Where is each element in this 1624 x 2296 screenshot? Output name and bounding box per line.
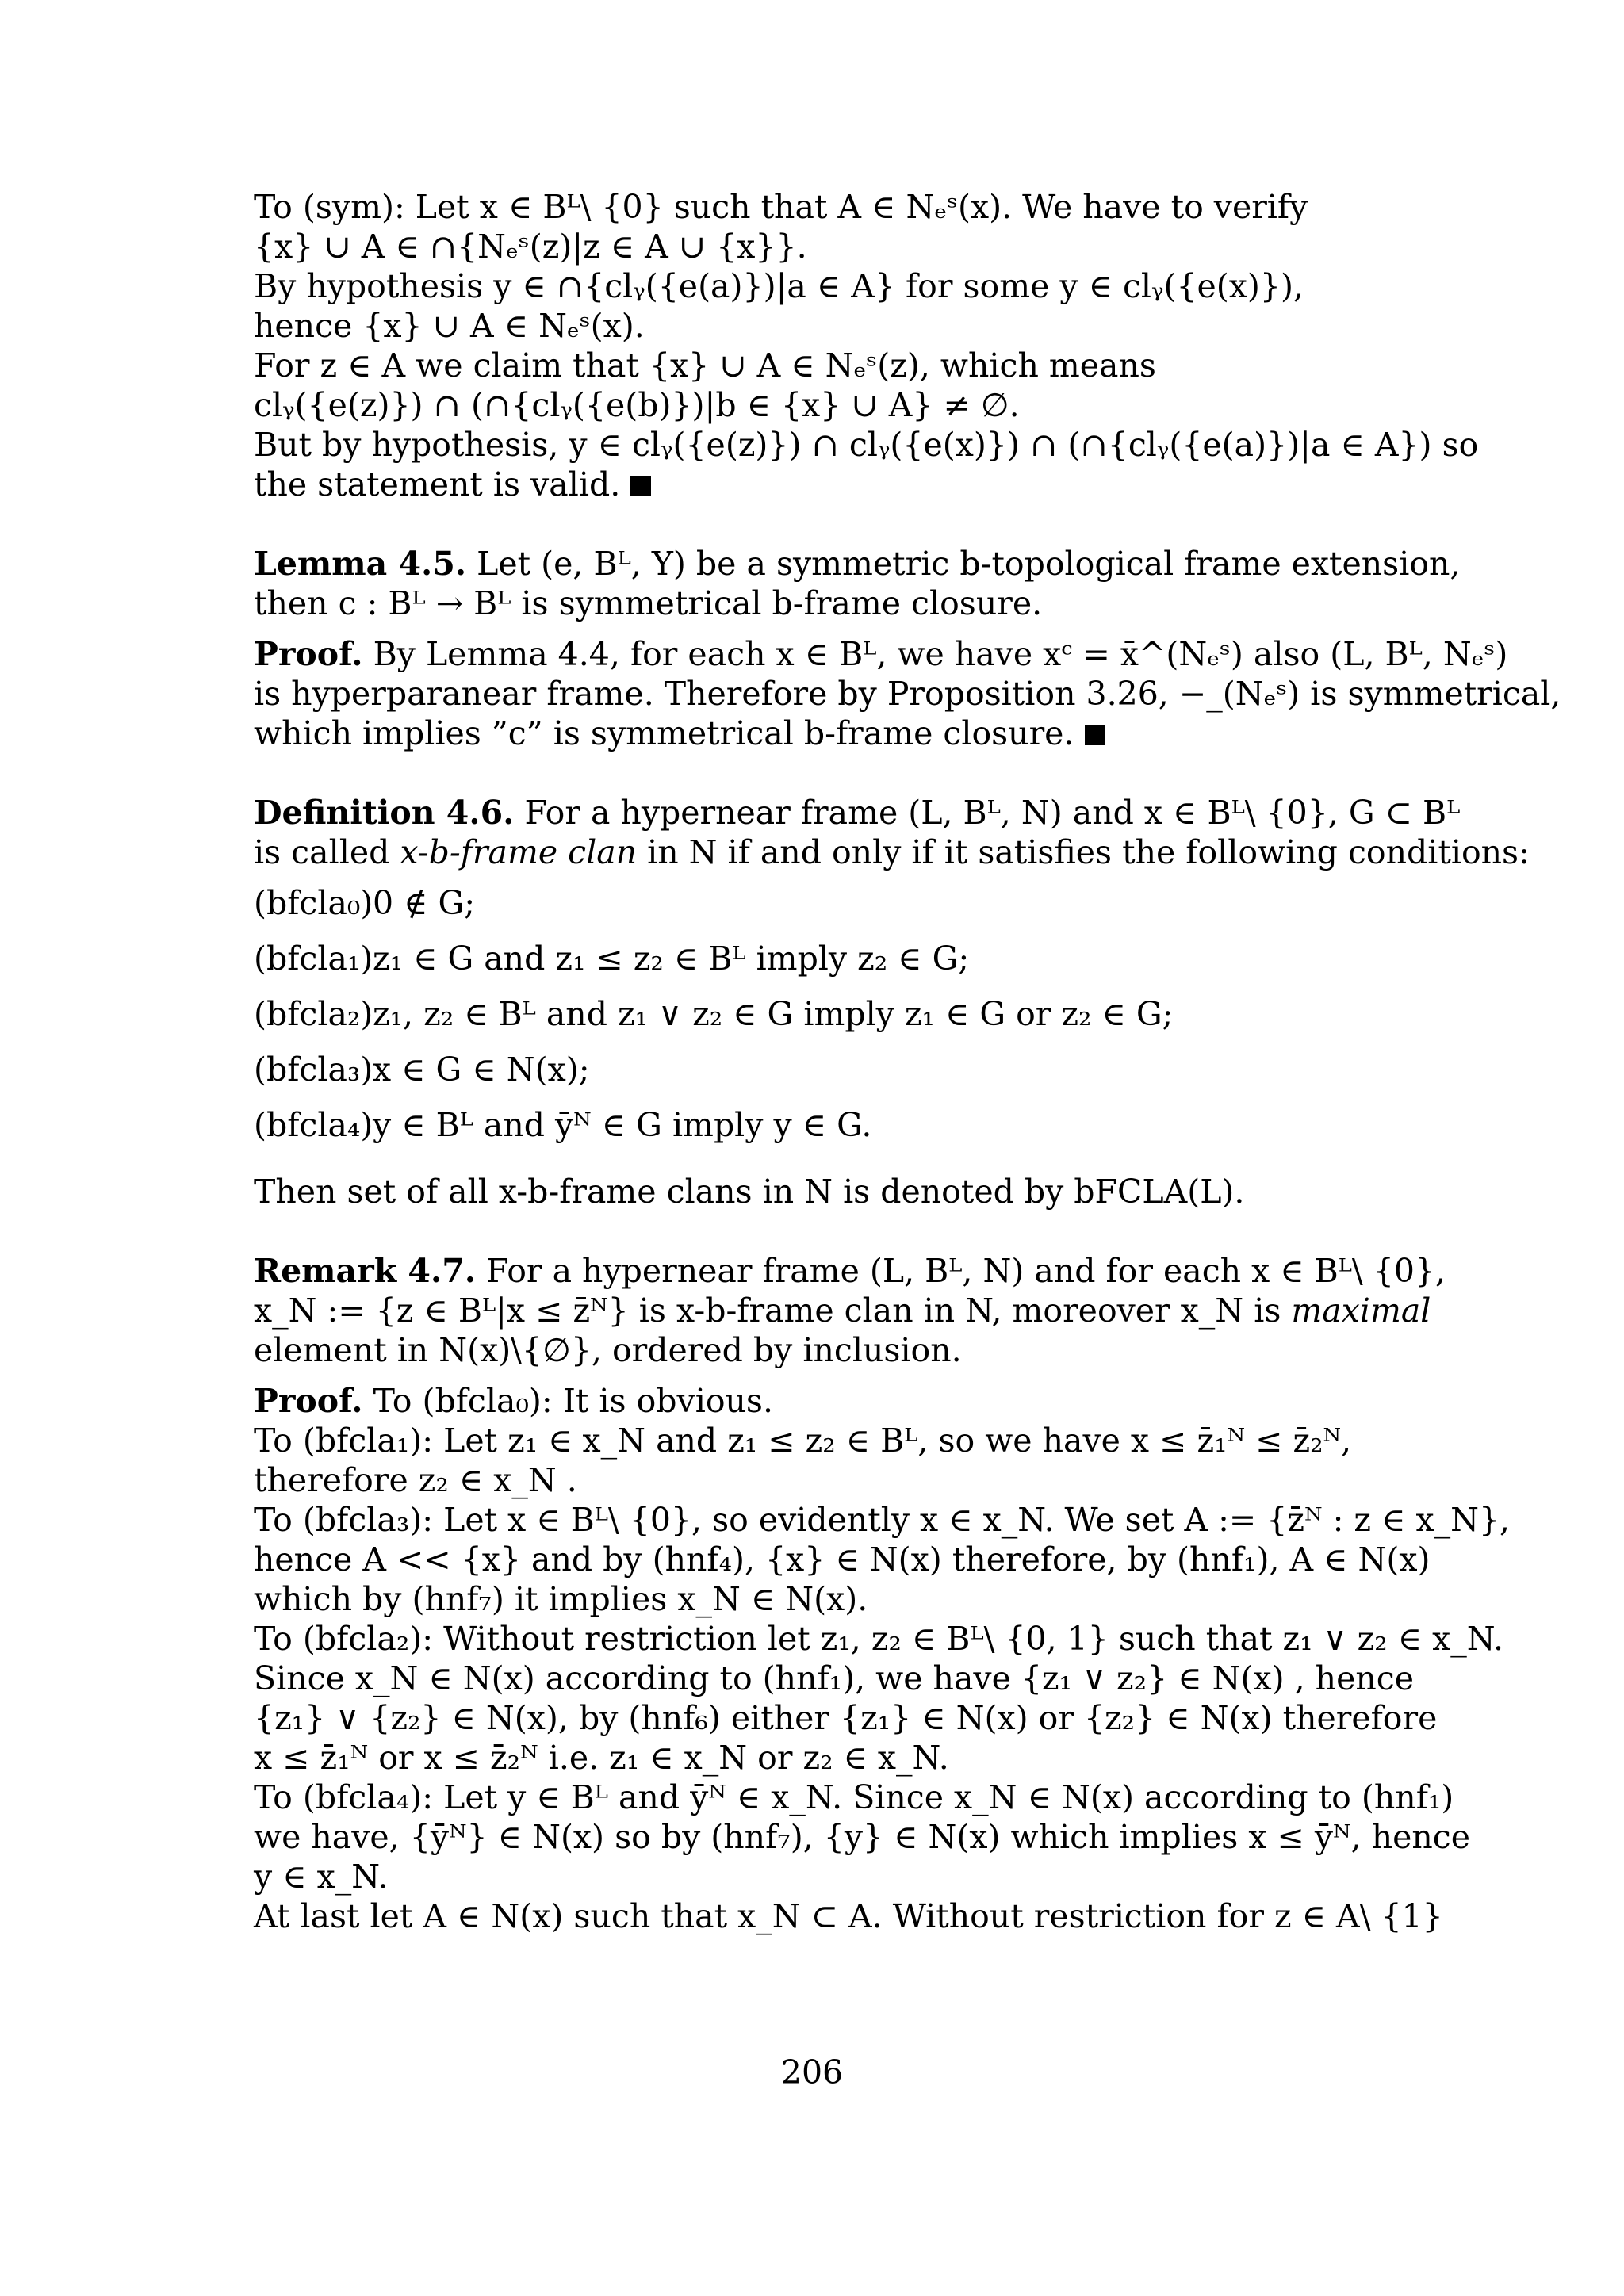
proof-text: To (bfcla₀): It is obvious.: [373, 1382, 773, 1420]
lemma-line: [254, 544, 1461, 584]
condition-text: z₁, z₂ ∈ Bᴸ and z₁ ∨ z₂ ∈ G imply z₁ ∈ G or z₂ ∈ G;: [373, 995, 1174, 1033]
proof-line: we have, {ȳᴺ} ∈ N(x) so by (hnf₇), {y} ∈ N(x) which implies x ≤ ȳᴺ, hence: [254, 1818, 1470, 1856]
proof-line: x ≤ z̄₁ᴺ or x ≤ z̄₂ᴺ i.e. z₁ ∈ x_N or z₂ ∈ x_N.: [254, 1739, 949, 1777]
proof-text: By Lemma 4.4, for each x ∈ Bᴸ, we have xᶜ = x̄^(Nₑˢ) also (L, Bᴸ, Nₑˢ): [373, 635, 1508, 673]
definition-line: [254, 793, 1461, 832]
page-number: 206: [780, 2053, 844, 2091]
defined-term: x-b-frame clan: [400, 833, 638, 871]
text-line: clᵧ({e(z)}) ∩ (∩{clᵧ({e(b)})|b ∈ {x} ∪ A} ≠ ∅.: [254, 386, 1020, 424]
proof-line: To (bfcla₂): Without restriction let z₁, z₂ ∈ Bᴸ\ {0, 1} such that z₁ ∨ z₂ ∈ x_N.: [254, 1620, 1504, 1658]
lemma-proof: [254, 634, 1561, 753]
condition-tag: (bfcla₀): [254, 884, 373, 922]
proof-line: therefore z₂ ∈ x_N .: [254, 1461, 577, 1499]
lemma-line: then c : Bᴸ → Bᴸ is symmetrical b-frame closure.: [254, 584, 1043, 622]
lemma-heading: Lemma 4.5.: [254, 545, 467, 583]
proof-line: [254, 634, 1508, 674]
condition-tag: (bfcla₁): [254, 939, 373, 978]
condition-tag: (bfcla₃): [254, 1050, 373, 1089]
definition-heading: Definition 4.6.: [254, 794, 515, 832]
text-line-last: [254, 465, 1339, 504]
condition-text: x ∈ G ∈ N(x);: [373, 1050, 590, 1089]
definition-4-6: [254, 793, 1530, 1211]
text-fragment: is called: [254, 833, 400, 871]
proof-line: {z₁} ∨ {z₂} ∈ N(x), by (hnf₆) either {z₁} ∈ N(x) or {z₂} ∈ N(x) therefore: [254, 1699, 1438, 1737]
proof-line: y ∈ x_N.: [254, 1858, 389, 1896]
qed-square-icon: [1085, 725, 1105, 745]
condition-bfcla2: [254, 994, 1339, 1034]
proof-line: [254, 1381, 1339, 1421]
text-fragment: in N if and only if it satisfies the following conditions:: [637, 833, 1530, 871]
condition-text: y ∈ Bᴸ and ȳᴺ ∈ G imply y ∈ G.: [373, 1106, 872, 1144]
remark-line: element in N(x)\{∅}, ordered by inclusion.: [254, 1331, 962, 1369]
text-line: By hypothesis y ∈ ∩{clᵧ({e(a)})|a ∈ A} for some y ∈ clᵧ({e(x)}),: [254, 267, 1304, 305]
proof-line: To (bfcla₁): Let z₁ ∈ x_N and z₁ ≤ z₂ ∈ Bᴸ, so we have x ≤ z̄₁ᴺ ≤ z̄₂ᴺ,: [254, 1422, 1352, 1460]
condition-bfcla3: [254, 1050, 1339, 1089]
remark-proof: [254, 1381, 1511, 1936]
proof-line: To (bfcla₃): Let x ∈ Bᴸ\ {0}, so evidently x ∈ x_N. We set A := {z̄ᴺ : z ∈ x_N},: [254, 1501, 1511, 1539]
remark-4-7: [254, 1251, 1446, 1370]
proof-line: To (bfcla₄): Let y ∈ Bᴸ and ȳᴺ ∈ x_N. Since x_N ∈ N(x) according to (hnf₁): [254, 1778, 1454, 1816]
text-fragment: which implies ”c” is symmetrical b-frame closure.: [254, 714, 1074, 752]
sym-proof-block: [254, 187, 1479, 504]
lemma-text: Let (e, Bᴸ, Y) be a symmetric b-topological frame extension,: [477, 545, 1461, 583]
remark-line: [254, 1291, 1431, 1330]
text-fragment: the statement is valid.: [254, 465, 621, 503]
proof-line: At last let A ∈ N(x) such that x_N ⊂ A. Without restriction for z ∈ A\ {1}: [254, 1897, 1443, 1935]
page-body: [254, 187, 1561, 1936]
text-fragment: x_N := {z ∈ Bᴸ|x ≤ z̄ᴺ} is x-b-frame clan in N, moreover x_N is: [254, 1292, 1292, 1330]
condition-text: 0 ∉ G;: [373, 884, 476, 922]
condition-tag: (bfcla₄): [254, 1106, 373, 1144]
definition-text: For a hypernear frame (L, Bᴸ, N) and x ∈ Bᴸ\ {0}, G ⊂ Bᴸ: [524, 794, 1461, 832]
text-line: {x} ∪ A ∈ ∩{Nₑˢ(z)|z ∈ A ∪ {x}}.: [254, 228, 807, 266]
text-line: For z ∈ A we claim that {x} ∪ A ∈ Nₑˢ(z), which means: [254, 346, 1156, 385]
qed-square-icon: [630, 476, 651, 496]
remark-heading: Remark 4.7.: [254, 1252, 476, 1290]
proof-line: [254, 714, 1339, 753]
emphasis: maximal: [1291, 1292, 1431, 1330]
proof-line: Since x_N ∈ N(x) according to (hnf₁), we have {z₁ ∨ z₂} ∈ N(x) , hence: [254, 1659, 1414, 1697]
remark-text: For a hypernear frame (L, Bᴸ, N) and for each x ∈ Bᴸ\ {0},: [486, 1252, 1446, 1290]
definition-line: [254, 832, 1530, 872]
lemma-4-5: [254, 544, 1461, 623]
text-line: hence {x} ∪ A ∈ Nₑˢ(x).: [254, 307, 645, 345]
proof-line: is hyperparanear frame. Therefore by Proposition 3.26, −_(Nₑˢ) is symmetrical,: [254, 675, 1561, 713]
remark-line: [254, 1251, 1446, 1291]
condition-bfcla4: [254, 1105, 1339, 1145]
proof-heading: Proof.: [254, 635, 363, 673]
condition-bfcla0: [254, 883, 1339, 923]
text-line: To (sym): Let x ∈ Bᴸ\ {0} such that A ∈ Nₑˢ(x). We have to verify: [254, 188, 1308, 226]
definition-closing: Then set of all x-b-frame clans in N is denoted by bFCLA(L).: [254, 1173, 1245, 1211]
proof-heading: Proof.: [254, 1382, 363, 1420]
proof-line: which by (hnf₇) it implies x_N ∈ N(x).: [254, 1580, 868, 1618]
condition-bfcla1: [254, 939, 1339, 978]
proof-line: hence A << {x} and by (hnf₄), {x} ∈ N(x) therefore, by (hnf₁), A ∈ N(x): [254, 1540, 1431, 1578]
condition-text: z₁ ∈ G and z₁ ≤ z₂ ∈ Bᴸ imply z₂ ∈ G;: [373, 939, 970, 978]
condition-tag: (bfcla₂): [254, 995, 373, 1033]
text-line: But by hypothesis, y ∈ clᵧ({e(z)}) ∩ clᵧ({e(x)}) ∩ (∩{clᵧ({e(a)})|a ∈ A}) so: [254, 426, 1479, 464]
